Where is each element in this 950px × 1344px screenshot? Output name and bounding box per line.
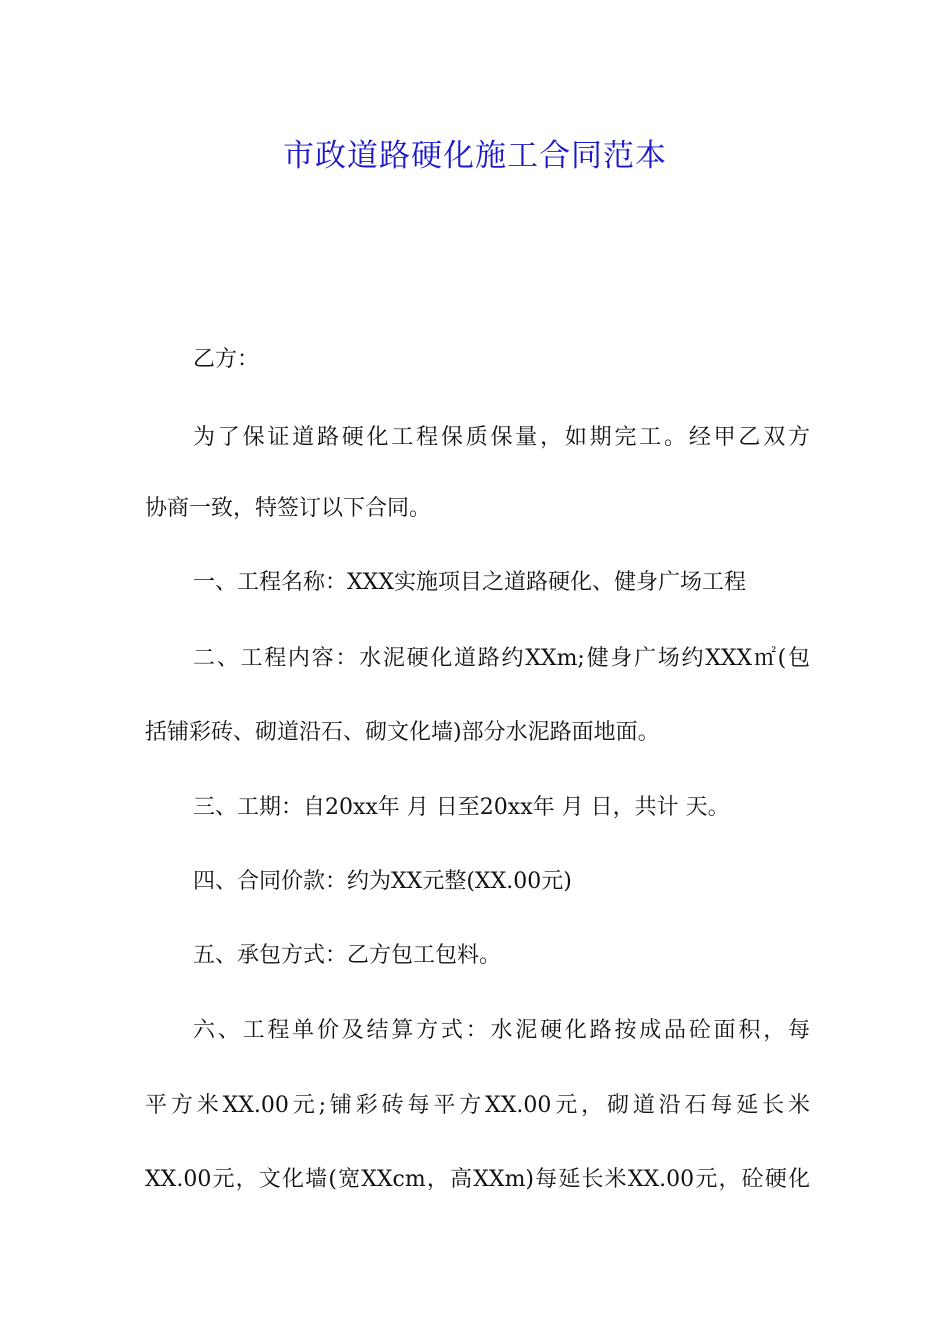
- paragraph-intro-line-2: 协商一致，特签订以下合同。: [145, 496, 432, 521]
- clause-6-pricing-line-1: 六、工程单价及结算方式：水泥硬化路按成品砼面积，每: [193, 1018, 810, 1043]
- clause-6-pricing-line-3: XX.00元，文化墙(宽XXcm，高XXm)每延长米XX.00元，砼硬化: [145, 1167, 810, 1192]
- clause-2-content-line-2: 括铺彩砖、砌道沿石、砌文化墙)部分水泥路面地面。: [145, 720, 660, 745]
- clause-4-contract-price: 四、合同价款：约为XX元整(XX.00元): [193, 869, 572, 894]
- clause-5-contract-method: 五、承包方式：乙方包工包料。: [193, 943, 502, 968]
- clause-2-content-line-1: 二、工程内容：水泥硬化道路约XXm;健身广场约XXX㎡(包: [193, 646, 810, 671]
- party-b-line: 乙方：: [193, 347, 260, 372]
- clause-1-project-name: 一、工程名称：XXX实施项目之道路硬化、健身广场工程: [193, 570, 746, 595]
- clause-6-pricing-line-2: 平方米XX.00元;铺彩砖每平方XX.00元，砌道沿石每延长米: [145, 1093, 810, 1118]
- clause-3-duration: 三、工期：自20xx年 月 日至20xx年 月 日，共计 天。: [193, 795, 730, 820]
- paragraph-intro-line-1: 为了保证道路硬化工程保质保量，如期完工。经甲乙双方: [193, 425, 810, 450]
- document-title: 市政道路硬化施工合同范本: [283, 138, 667, 174]
